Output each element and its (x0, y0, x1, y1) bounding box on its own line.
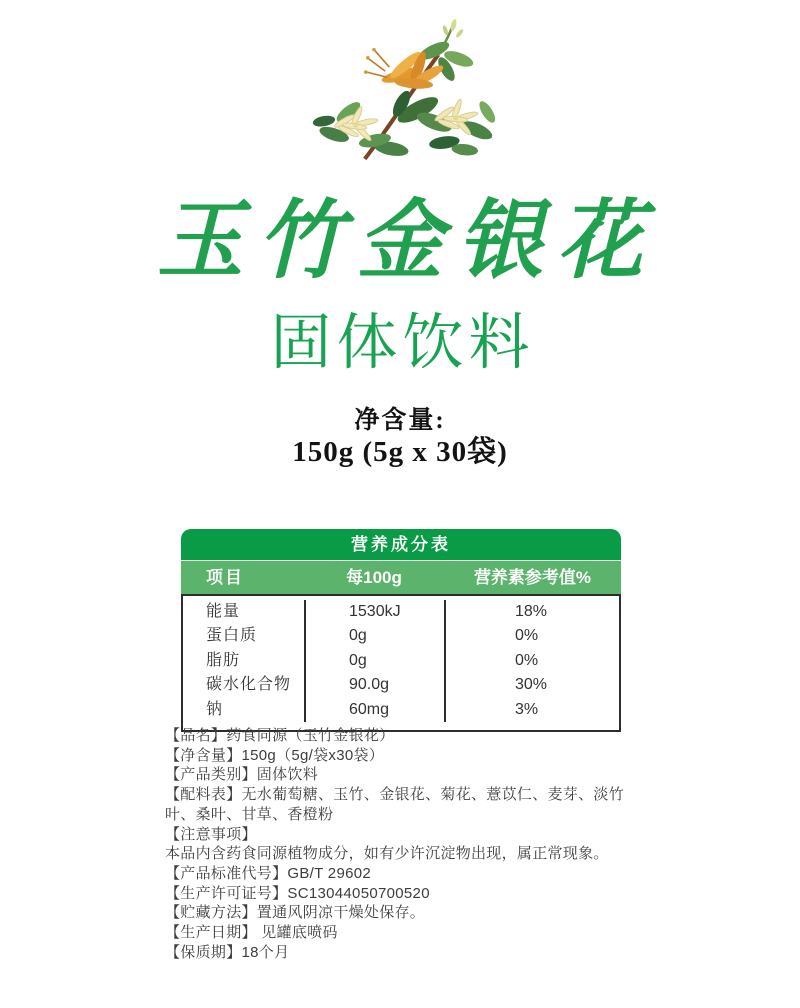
cell-per100g: 0g (304, 624, 444, 648)
cell-per100g: 0g (304, 649, 444, 673)
product-title: 玉竹金银花 (157, 193, 657, 289)
table-row (183, 649, 619, 673)
net-content-value: 150g (5g x 30袋) (292, 436, 508, 468)
info-line-license-number: 【生产许可证号】SC13044050700520 (165, 884, 430, 902)
cell-item: 脂肪 (206, 651, 241, 669)
info-line-standard-code: 【产品标准代号】GB/T 29602 (165, 864, 372, 882)
table-row (183, 624, 619, 648)
table-row (183, 698, 619, 722)
info-line-shelf-life: 【保质期】18个月 (165, 943, 290, 961)
info-line-net-content: 【净含量】150g（5g/袋x30袋） (165, 746, 385, 764)
net-content-label: 净含量: (354, 407, 446, 434)
info-line-storage: 【贮藏方法】置通风阴凉干燥处保存。 (165, 904, 426, 922)
info-line-notice-title: 【注意事项】 (165, 825, 257, 843)
cell-item: 碳水化合物 (206, 676, 292, 694)
cell-item: 能量 (206, 603, 241, 620)
column-header-nrv: 营养素参考值% (473, 568, 592, 587)
cell-item: 蛋白质 (206, 627, 258, 645)
cell-nrv: 0% (444, 649, 619, 673)
info-line-ingredients: 【配料表】无水葡萄糖、玉竹、金银花、菊花、薏苡仁、麦芽、淡竹叶、桑叶、甘草、香橙粉 (165, 786, 625, 823)
info-line-production-date: 【生产日期】 见罐底喷码 (165, 924, 338, 942)
nutrition-table-header-row (181, 561, 621, 594)
nutrition-table-title: 营养成分表 (181, 529, 621, 561)
honeysuckle-illustration-icon (303, 16, 498, 164)
cell-nrv: 0% (444, 624, 619, 648)
product-info-block (165, 726, 647, 962)
column-header-per100g: 每100g (346, 568, 402, 587)
info-line-product-name: 【品名】药食同源（玉竹金银花） (165, 727, 395, 744)
nutrition-table (181, 529, 621, 732)
info-line-category: 【产品类别】固体饮料 (165, 766, 319, 784)
product-subtitle: 固体饮料 (270, 308, 535, 376)
cell-per100g: 60mg (304, 698, 444, 722)
table-row (183, 600, 619, 624)
table-row (183, 673, 619, 697)
info-line-notice-body: 本品内含药食同源植物成分，如有少许沉淀物出现，属正常现象。 (165, 845, 609, 863)
cell-per100g: 1530kJ (304, 600, 444, 624)
cell-nrv: 3% (444, 698, 619, 722)
cell-nrv: 30% (444, 673, 619, 697)
net-content (0, 406, 800, 469)
nutrition-table-body (181, 594, 621, 732)
cell-item: 钠 (206, 700, 224, 718)
cream-flower-left (312, 99, 392, 150)
cell-nrv: 18% (444, 600, 619, 624)
cell-per100g: 90.0g (304, 673, 444, 697)
column-header-item: 项目 (206, 568, 244, 587)
